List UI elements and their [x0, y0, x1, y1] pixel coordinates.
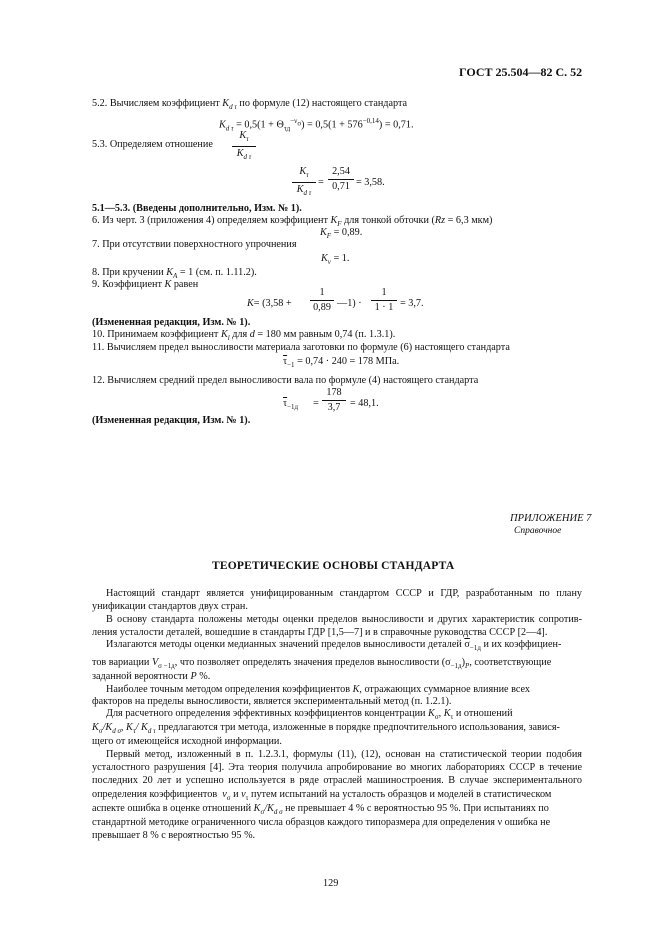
p5-line-1: Для расчетного определения эффективных коэффициентов концентрации $K_\sigma$, $K_\tau$ и отношений: [106, 708, 513, 722]
appendix-label: ПРИЛОЖЕНИЕ 7: [510, 513, 592, 524]
section-title: ТЕОРЕТИЧЕСКИЕ ОСНОВЫ СТАНДАРТА: [212, 560, 455, 572]
item-6-rest2: = 6,3 мкм): [445, 215, 493, 226]
p6d-s2sub: τ: [245, 794, 249, 803]
p3b-sub: σ: [158, 662, 162, 671]
s53-den-sub: d τ: [243, 153, 252, 162]
p6-line-6: стандартной методике ограниченного числа образцов каждого типоразмера для определения ν ошибка не: [92, 817, 551, 828]
eq1-sup1b: σ: [297, 119, 302, 128]
p6e-s2sub: d σ: [273, 808, 283, 817]
eq6-val: = 0,74 · 240 = 178 МПа.: [294, 356, 400, 367]
p3b-sym: V: [151, 657, 159, 668]
p4-line-1b: отражающих суммарное влияние всех: [364, 684, 530, 695]
p6e-end: не превышает 4 % с вероятностью 95 %. При испытаниях по: [285, 803, 549, 814]
note-1: 5.1—5.3. (Введены дополнительно, Изм. № 1).: [92, 203, 302, 214]
item-11: 11. Вычисляем предел выносливости материала заготовки по формуле (6) настоящего стандарта: [92, 342, 510, 353]
p3b-sub4: P: [465, 662, 470, 671]
eq6-sym: $\overline{\tau}$: [283, 356, 288, 367]
p3b-mid: , что позволяет определять значения пределов выносливости (σ: [174, 657, 451, 668]
p4-line-2: факторов на пределы выносливости, является экспериментальный метод (п. 1.2.1).: [92, 696, 452, 707]
p3a-sub: −1д: [469, 644, 481, 653]
item-5-3-fraction: [232, 130, 256, 163]
item-9: [92, 278, 198, 291]
eq2-fraction-k: [292, 166, 316, 199]
item-9-sym: K: [164, 279, 172, 290]
p5b-s1bsub: d σ: [112, 727, 121, 736]
p4-line-1a: Наиболее точным методом определения коэффициентов: [106, 684, 351, 695]
eq5-mid: —1) ·: [337, 298, 362, 309]
note-3: (Измененная редакция, Изм. № 1).: [92, 415, 251, 426]
p5a-s2: K: [443, 708, 451, 719]
eq4-sub: v: [327, 258, 331, 267]
eq1-sup1: [290, 117, 302, 128]
item-10-sym: K: [220, 329, 228, 340]
eq7-sub: −1д: [287, 403, 299, 412]
paragraph-6: [92, 748, 582, 787]
item-9-text: 9. Коэффициент: [92, 279, 162, 290]
s53-den: K: [236, 148, 244, 160]
eq3-sub: F: [326, 232, 332, 241]
p5b-s1b: /K: [102, 722, 113, 733]
p3b-subs: [158, 662, 175, 670]
appendix-sub: Справочное: [514, 526, 562, 536]
item-7: 7. При отсутствии поверхностного упрочнения: [92, 239, 297, 250]
equation-7-lhs: [283, 397, 298, 414]
p3a-text: Излагаются методы оценки медианных значений пределов выносливости деталей: [106, 639, 462, 650]
p5-line-3: щего от имеющейся исходной информации.: [92, 736, 282, 747]
eq1-sup2: −0,14: [362, 117, 379, 125]
eq4-val: = 1.: [330, 253, 350, 264]
p5a-s1: K: [428, 708, 435, 719]
eq2-fden: 0,71: [332, 181, 350, 192]
p5a-s1sub: σ: [434, 713, 439, 722]
p5b-s2bsub: d τ: [147, 727, 156, 736]
p3c-end: %.: [196, 671, 211, 682]
eq1-mid: = 0,5(1 + Θ: [236, 119, 284, 131]
p6e-ssub: σ: [260, 808, 265, 817]
eq5-result: = 3,7.: [400, 298, 424, 309]
eq2-num-sub: τ: [306, 171, 309, 180]
equation-4: [321, 252, 349, 269]
eq7-fraction: [322, 387, 346, 414]
item-5-2: [92, 97, 407, 114]
eq2-den-sub: d τ: [303, 189, 312, 198]
eq5-eq: = (3,58 +: [253, 298, 292, 309]
item-9-rest: равен: [173, 279, 199, 290]
p1-line-1: Настоящий стандарт является унифицированным стандартом СССР и ГДР, разработанным по плану: [106, 588, 582, 599]
item-10-d: d: [249, 329, 255, 340]
p2-line-2: ления усталости деталей, вошедшие в стандарты ГДР [1,5—7] и в справочные руководства СССР [2—4].: [92, 627, 548, 638]
p6d-s2: ν: [241, 789, 246, 800]
p3b-end: , соответствующие: [469, 657, 552, 668]
eq7-eq: =: [313, 398, 319, 409]
p3b-sub2: −1д: [163, 662, 175, 671]
eq2-eq: =: [318, 177, 324, 188]
eq7-result: = 48,1.: [350, 398, 379, 409]
s53-num-sub: τ: [246, 135, 249, 144]
eq1-mid2: ) = 0,5(1 + 576: [301, 119, 363, 131]
page-header: ГОСТ 25.504—82 С. 52: [459, 65, 583, 79]
eq5-k: K: [247, 298, 254, 309]
p5b-s1sub: σ: [98, 727, 103, 736]
p6d-text: определения коэффициентов: [92, 789, 218, 800]
eq1-lhs: K: [219, 119, 226, 131]
eq2-den: K: [296, 184, 304, 196]
item-6-sym: K: [330, 215, 338, 226]
p5b-end: предлагаются три метода, изложенные в порядке предпочтительного использования, завися-: [158, 722, 560, 733]
item-10-rest: = 180 мм равным 0,74 (п. 1.3.1).: [254, 329, 396, 340]
eq1-end: ) = 0,71.: [378, 119, 414, 131]
item-6-rz: Rz: [434, 215, 446, 226]
eq5-f2den: 1 · 1: [374, 302, 394, 313]
eq2-num: K: [299, 166, 307, 177]
item-5-2-symbol: K: [222, 98, 230, 109]
p6e-s: K: [253, 803, 261, 814]
equation-3: [320, 226, 362, 243]
item-10-text: 10. Принимаем коэффициент: [92, 329, 219, 340]
item-8-sub: A: [173, 272, 178, 281]
eq2-result: = 3,58.: [356, 177, 385, 188]
eq7-sym: $\overline{\tau}$: [283, 398, 288, 409]
item-6-rest: для тонкой обточки (: [344, 215, 435, 226]
eq1-lhs-sub: d τ: [225, 124, 234, 133]
p5a-end: и отношений: [455, 708, 513, 719]
eq6-sub: −1: [287, 361, 295, 370]
eq1-sup1a: −ν: [290, 117, 298, 125]
eq3-val: = 0,89.: [331, 227, 363, 238]
p6e-s2: /K: [264, 803, 274, 814]
p5b-s2sub: τ: [132, 727, 136, 736]
eq7-num: 178: [326, 387, 342, 398]
eq5-f2num: 1: [381, 287, 387, 298]
p3-line-3: [92, 670, 210, 683]
p3b-text: тов вариации: [92, 657, 150, 668]
item-5-2-label: 5.2. Вычисляем коэффициент: [92, 98, 220, 109]
p6d-s1: ν: [222, 789, 227, 800]
p4-sym: K,: [352, 684, 362, 695]
paragraph-1: [92, 587, 582, 613]
p6-line-7: превышает 8 % с вероятностью 95 %.: [92, 830, 256, 841]
p6-line-1: Первый метод, изложенный в п. 1.2.3.1, формулы (11), (12), основан на статистической теории подобия: [106, 749, 582, 760]
p6d-mid: и: [233, 789, 239, 800]
note-2: (Измененная редакция, Изм. № 1).: [92, 317, 251, 328]
eq5-fraction-2: [371, 287, 397, 314]
item-10-sub: l: [227, 334, 230, 343]
eq2-fnum: 2,54: [332, 166, 350, 177]
item-6-sub: F: [337, 220, 342, 229]
eq5-lhs: [247, 297, 292, 310]
p6d-s1sub: σ: [226, 794, 231, 803]
p5b-s2: K: [126, 722, 133, 733]
p2-line-1: В основу стандарта положены методы оценки пределов выносливости и других характеристик сопротив-: [106, 614, 582, 625]
p6d-end: путем испытаний на усталость образцов и моделей в статистическом: [251, 789, 552, 800]
p3a-end: и их коэффициен-: [483, 639, 562, 650]
p5a-s2sub: τ: [450, 713, 454, 722]
p6-line-3: последних 20 лет и успешно используется в ряде отраслей машиностроения. В случае экспериментального: [92, 775, 582, 786]
eq5-f1num: 1: [319, 287, 325, 298]
p6-line-2: усталостного разрушения [4]. Эта теория получила апробирование во многих лабораториях СССР в течение: [92, 762, 582, 773]
p6e-text: аспекте ошибка в оценке отношений: [92, 803, 252, 814]
p5b-s1: K: [92, 722, 99, 733]
paragraph-2: [92, 613, 582, 639]
item-5-2-sub: d τ: [229, 103, 237, 112]
eq3-sym: K: [320, 227, 327, 238]
p3b-mid2: ): [461, 657, 466, 668]
item-6-text: 6. Из черт. 3 (приложения 4) определяем коэффициент: [92, 215, 328, 226]
eq5-f1den: 0,89: [313, 302, 331, 313]
eq4-sym: K: [321, 253, 328, 264]
item-6: [92, 214, 492, 231]
p3-line-1: [106, 638, 561, 655]
p5-line-2: $K_\sigma/K_{d \sigma}$, $K_\tau/$ $K_{d \tau}$ предлагаются три метода, изложенные в порядке предпочтительного использования, завися-: [92, 722, 560, 736]
p5b-s2b: / K: [135, 722, 148, 733]
item-5-2-rest: по формуле (12) настоящего стандарта: [239, 98, 408, 109]
p3a-sym: $\overline{\sigma}$: [464, 639, 470, 650]
p1-line-2: унификации стандартов двух стран.: [92, 601, 248, 612]
p3c-text: заданной вероятности: [92, 671, 188, 682]
p5a-text: Для расчетного определения эффективных коэффициентов концентрации: [106, 708, 426, 719]
item-12: 12. Вычисляем средний предел выносливости вала по формуле (4) настоящего стандарта: [92, 375, 479, 386]
item-8-rest: = 1 (см. п. 1.11.2).: [177, 267, 257, 278]
s53-num: K: [239, 130, 247, 141]
p3c-sym: P: [190, 671, 197, 682]
eq5-fraction-1: [310, 287, 334, 314]
page-number: 129: [323, 878, 339, 889]
p3b-sub3: −1д: [450, 662, 462, 671]
eq7-den: 3,7: [327, 402, 341, 413]
item-5-3-label: 5.3. Определяем отношение: [92, 139, 213, 150]
item-8-sym: K: [166, 267, 173, 278]
equation-6: [283, 355, 399, 372]
item-10-mid: для: [232, 329, 248, 340]
item-8-text: 8. При кручении: [92, 267, 164, 278]
eq2-fraction-num: [328, 166, 354, 193]
eq1-sub1: τд: [283, 124, 291, 133]
